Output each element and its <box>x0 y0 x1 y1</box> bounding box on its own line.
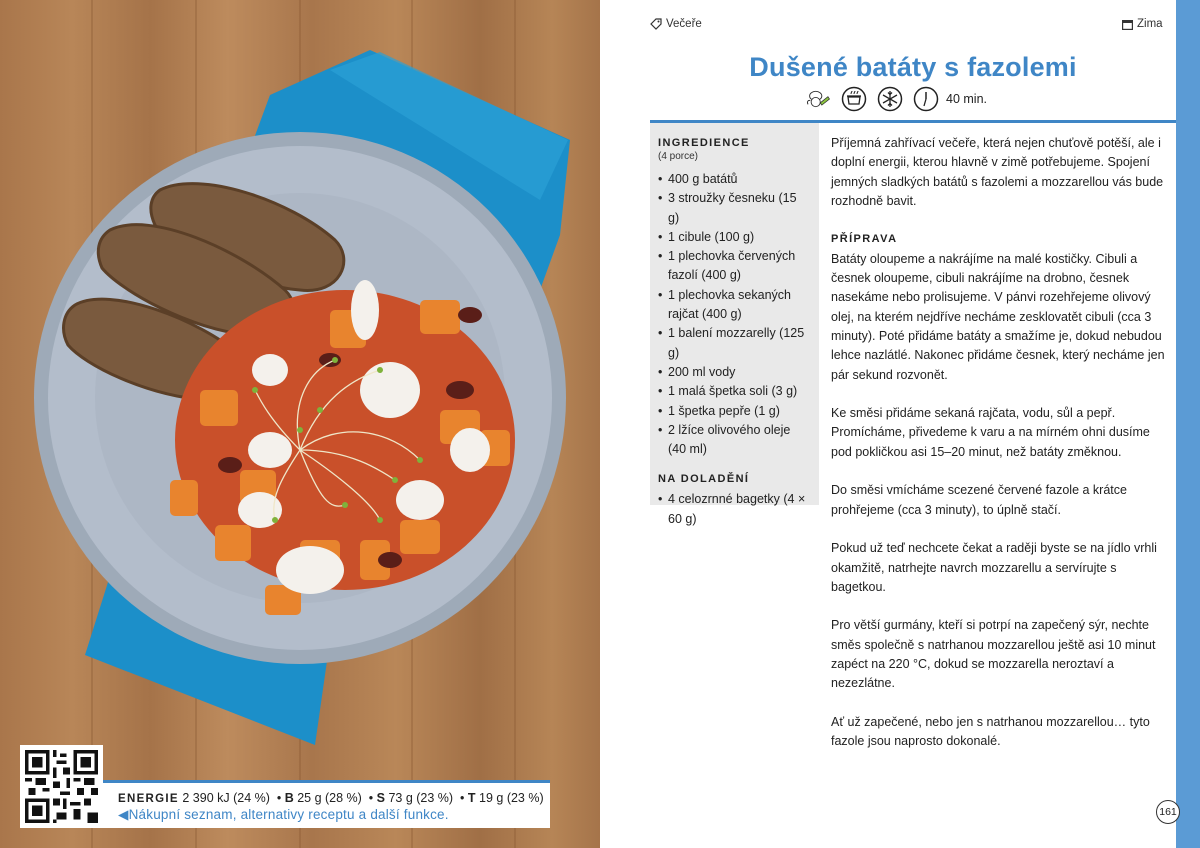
step-paragraph: Ke směsi přidáme sekaná rajčata, vodu, sůl a pepř. Promícháme, přivedeme k varu a na mírném ohni dusíme pod pokličkou asi 15–20 minut, než batáty změknou. <box>831 406 1150 459</box>
qr-code-icon <box>25 750 98 823</box>
protein-label: B <box>284 791 294 805</box>
list-item: • 1 plechovka sekaných rajčat (400 g) <box>658 286 811 325</box>
list-item: • 400 g batátů <box>658 170 811 189</box>
protein-value: 25 g (28 %) <box>297 791 362 805</box>
season-tag <box>1122 18 1163 30</box>
season-label: Zima <box>1137 18 1163 30</box>
ingredients-panel <box>650 123 819 526</box>
list-item: • 1 špetka pepře (1 g) <box>658 402 811 421</box>
portions: (4 porce) <box>658 151 699 162</box>
fat-label: T <box>467 791 476 805</box>
side-strip <box>1176 0 1200 848</box>
category-label: Večeře <box>666 18 702 30</box>
step-paragraph: Do směsi vmícháme scezené červené fazole a krátce prohřejeme (cca 3 minuty), to úplně stačí. <box>831 483 1127 517</box>
prep-time: 40 min. <box>946 92 987 106</box>
list-item: • 2 lžíce olivového oleje (40 ml) <box>658 421 811 460</box>
list-item: • 3 stroužky česneku (15 g) <box>658 189 811 228</box>
recipe-body <box>831 134 1171 771</box>
pot-icon <box>841 86 867 112</box>
step-paragraph: Pro větší gurmány, kteří si potrpí na zapečený sýr, nechte směs společně s natrhanou mozzarellou ještě asi 10 minut zapéct na 220 °C, dokud se mozzarella neroztaví a nezezlátne. <box>831 618 1156 691</box>
clock-icon <box>913 86 939 112</box>
list-item: • 4 celozrnné bagetky (4 × 60 g) <box>658 490 811 529</box>
recipe-title: Dušené batáty s fazolemi <box>749 52 1077 82</box>
intro-paragraph: Příjemná zahřívací večeře, která nejen chuťově potěší, ale i doplní energii, kterou hlavně v zimě potřebujeme. Spojení jemných sladkých batátů s fazolemi a mozzarellou vás bude rozhodně bavit. <box>831 136 1164 208</box>
step-paragraph: Batáty oloupeme a nakrájíme na malé kostičky. Cibuli a česnek oloupeme, cibuli nakrájíme na drobno, česnek nasekáme nebo prolisujeme. V pánvi rozehřejeme olivový olej, na kterém nejdříve necháme zesklovatět cibuli (cca 3 minuty). Poté přidáme batáty a smažíme je, dokud nebudou lehce nazlátlé. Nakonec přidáme česnek, který necháme jen pár sekund rozvonět. <box>831 251 1165 382</box>
ingredients-heading: INGREDIENCE <box>658 137 750 149</box>
carbs-label: S <box>376 791 385 805</box>
nutrition-line: ENERGIE 2 390 kJ (24 %) • B 25 g (28 %) • S 73 g (23 %) • T 19 g (23 %) <box>118 791 544 805</box>
list-item: • 200 ml vody <box>658 363 811 382</box>
list-item: • 1 cibule (100 g) <box>658 228 811 247</box>
chef-icon <box>805 86 831 112</box>
step-paragraph: Pokud už teď nechcete čekat a raději byste se na jídlo vrhli okamžitě, natrhejte navrch mozzarellu a servírujte s bagetkou. <box>831 541 1157 594</box>
finishing-list <box>658 490 811 529</box>
recipe-page <box>600 0 1200 848</box>
energy-label: ENERGIE <box>118 793 179 805</box>
fat-value: 19 g (23 %) <box>479 791 544 805</box>
list-item: • 1 balení mozzarelly (125 g) <box>658 324 811 363</box>
category-tag <box>650 18 702 30</box>
tag-icon <box>650 18 662 30</box>
carbs-value: 73 g (23 %) <box>388 791 454 805</box>
caret-left-icon: ◀ <box>118 807 129 822</box>
ingredients-list <box>658 170 811 459</box>
list-item: • 1 plechovka červených fazolí (400 g) <box>658 247 811 286</box>
snowflake-icon <box>877 86 903 112</box>
qr-code[interactable] <box>20 745 103 828</box>
recipe-icons <box>805 86 987 112</box>
method-heading: PŘÍPRAVA <box>831 233 898 246</box>
energy-value: 2 390 kJ (24 %) <box>182 791 270 805</box>
calendar-icon <box>1122 19 1133 30</box>
finishing-heading: NA DOLADĚNÍ <box>658 473 750 486</box>
page-number: 161 <box>1156 800 1180 824</box>
nutrition-box <box>103 780 550 828</box>
step-paragraph: Ať už zapečené, nebo jen s natrhanou mozzarellou… tyto fazole jsou naprosto dokonalé. <box>831 714 1150 749</box>
shopping-list-link[interactable] <box>118 807 550 823</box>
list-item: • 1 malá špetka soli (3 g) <box>658 382 811 401</box>
shopping-list-link-text: Nákupní seznam, alternativy receptu a další funkce. <box>128 807 449 822</box>
